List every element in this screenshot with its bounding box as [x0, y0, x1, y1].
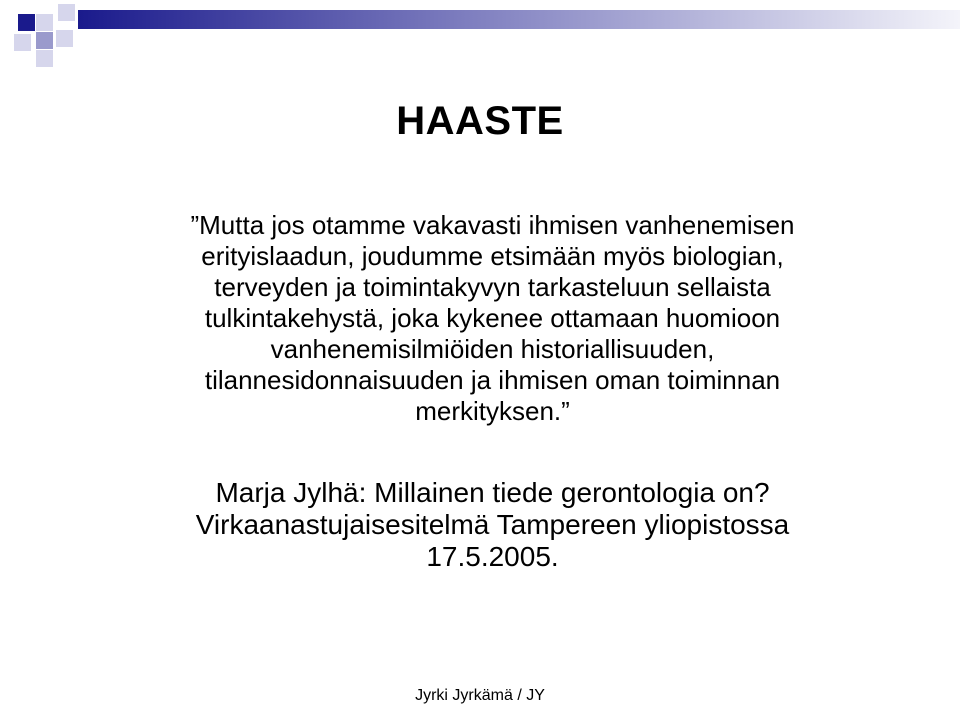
citation-line: 17.5.2005.: [426, 541, 559, 572]
citation-block: [40, 477, 945, 573]
quote-line: ”Mutta jos otamme vakavasti ihmisen vanhenemisen: [190, 210, 795, 240]
quote-line: vanhenemisilmiöiden historiallisuuden,: [270, 334, 715, 364]
header-gradient-bar: [78, 10, 960, 29]
decor-square-mid: [36, 32, 53, 49]
slide-title: HAASTE: [396, 99, 564, 143]
quote-block: [70, 210, 915, 427]
quote-line: tulkintakehystä, joka kykenee ottamaan huomioon: [204, 303, 781, 333]
decor-square-dark: [18, 14, 35, 31]
quote-line: erityislaadun, joudumme etsimään myös biologian,: [201, 241, 784, 271]
citation-line: Virkaanastujaisesitelmä Tampereen yliopistossa: [195, 509, 790, 540]
decor-square-light: [36, 50, 53, 67]
decor-square-light: [36, 14, 53, 31]
decor-square-light: [56, 30, 73, 47]
quote-line: tilannesidonnaisuuden ja ihmisen oman toiminnan: [204, 365, 781, 395]
decor-square-light: [14, 34, 31, 51]
quote-line: terveyden ja toimintakyvyn tarkasteluun sellaista: [214, 272, 771, 302]
quote-line: merkityksen.”: [415, 396, 570, 426]
decor-square-light: [58, 4, 75, 21]
citation-line: Marja Jylhä: Millainen tiede gerontologia on?: [215, 477, 770, 508]
slide-footer-author: Jyrki Jyrkämä / JY: [415, 687, 545, 704]
corner-squares-decoration: [0, 0, 90, 70]
